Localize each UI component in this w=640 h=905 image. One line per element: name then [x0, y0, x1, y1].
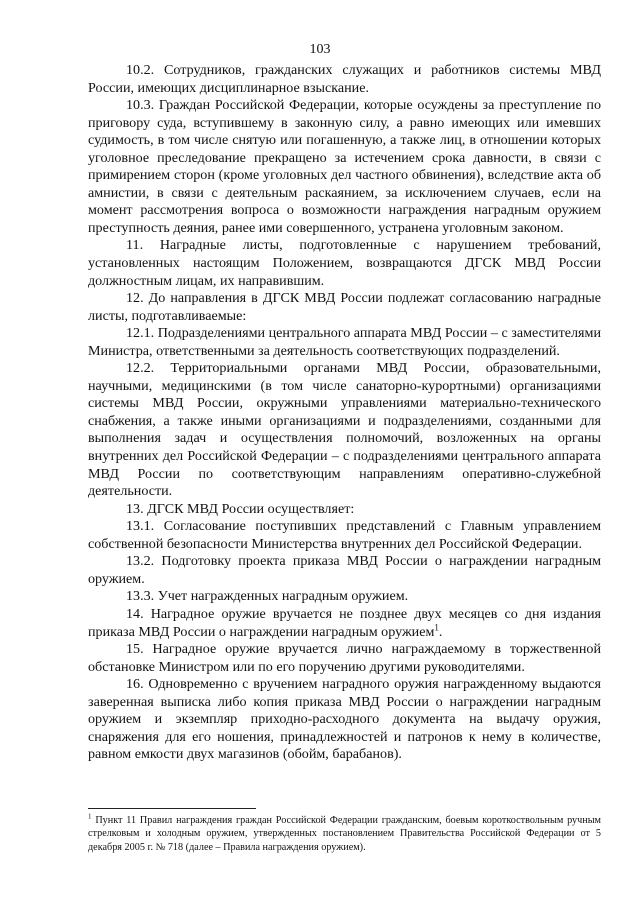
paragraph-12-1: 12.1. Подразделениями центрального аппарата МВД России – с заместителями Министра, ответственными за деятельность соответствующих подразделений. — [88, 325, 601, 359]
footnote-separator — [88, 808, 256, 809]
paragraph-14 — [88, 606, 601, 641]
paragraph-13-3: 13.3. Учет награжденных наградным оружием. — [126, 588, 409, 605]
footnote-reference: 1 — [434, 621, 439, 632]
footnote — [88, 814, 601, 854]
document-body — [88, 62, 601, 764]
paragraph-11: 11. Наградные листы, подготовленные с нарушением требований, установленных настоящим Положением, возвращаются ДГСК МВД России должностным лицам, их направившим. — [88, 237, 601, 289]
paragraph-15: 15. Наградное оружие вручается лично награждаемому в торжественной обстановке Министром или по его поручению другими руководителями. — [88, 641, 601, 675]
paragraph-12-2: 12.2. Территориальными органами МВД России, образовательными, научными, медицинскими (в том числе санаторно-курортными) организациями системы МВД России, окружными управлениями материально-технического снабжения, а также иными организациями и подразделениями, созданными для выполнения задач и осуществления полномочий, возложенных на органы внутренних дел Российской Федерации – с подразделениями центрального аппарата МВД России по соответствующим направлениям оперативно-служебной деятельности. — [88, 360, 601, 500]
paragraph-13: 13. ДГСК МВД России осуществляет: — [126, 500, 355, 517]
paragraph-13-2: 13.2. Подготовку проекта приказа МВД России о награждении наградным оружием. — [88, 553, 601, 587]
paragraph-10-3: 10.3. Граждан Российской Федерации, которые осуждены за преступление по приговору суда, вступившему в законную силу, а равно имеющих или имевших судимость, в том числе снятую или погашенную, а также лиц, в отношении которых уголовное преследование прекращено за истечением срока давности, в связи с примирением сторон (кроме уголовных дел частного обвинения), вследствие акта об амнистии, в связи с деятельным раскаянием, за исключением случаев, если на момент рассмотрения вопроса о возможности награждения наградным оружием преступность деяния, ранее ими совершенного, устранена уголовным законом. — [88, 97, 601, 236]
footnote-mark: 1 — [88, 812, 92, 821]
paragraph-12: 12. До направления в ДГСК МВД России подлежат согласованию наградные листы, подготавливаемые: — [88, 290, 601, 324]
paragraph-13-1: 13.1. Согласование поступивших представлений с Главным управлением собственной безопасности Министерства внутренних дел Российской Федерации. — [88, 518, 601, 552]
paragraph-16: 16. Одновременно с вручением наградного оружия награжденному выдаются заверенная выписка либо копия приказа МВД России о награждении наградным оружием и экземпляр приходно-расходного документа на выдачу оружия, снаряжения для его ношения, принадлежностей и патронов к нему в количестве, равном емкости двух магазинов (обойм, барабанов). — [88, 676, 601, 763]
paragraph-10-2: 10.2. Сотрудников, гражданских служащих и работников системы МВД России, имеющих дисциплинарное взыскание. — [88, 62, 601, 96]
paragraph-14-text: 14. Наградное оружие вручается не позднее двух месяцев со дня издания приказа МВД России о награждении наградным оружием — [88, 605, 601, 640]
footnote-text: Пункт 11 Правил награждения граждан Российской Федерации гражданским, боевым короткоствольным ручным стрелковым и холодным оружием, утвержденных постановлением Правительства Российской Федерации от 5 декабря 2005 г. № 718 (далее – Правила награждения оружием). — [88, 815, 601, 853]
paragraph-14-end: . — [438, 623, 443, 640]
page-number: 103 — [309, 42, 331, 57]
